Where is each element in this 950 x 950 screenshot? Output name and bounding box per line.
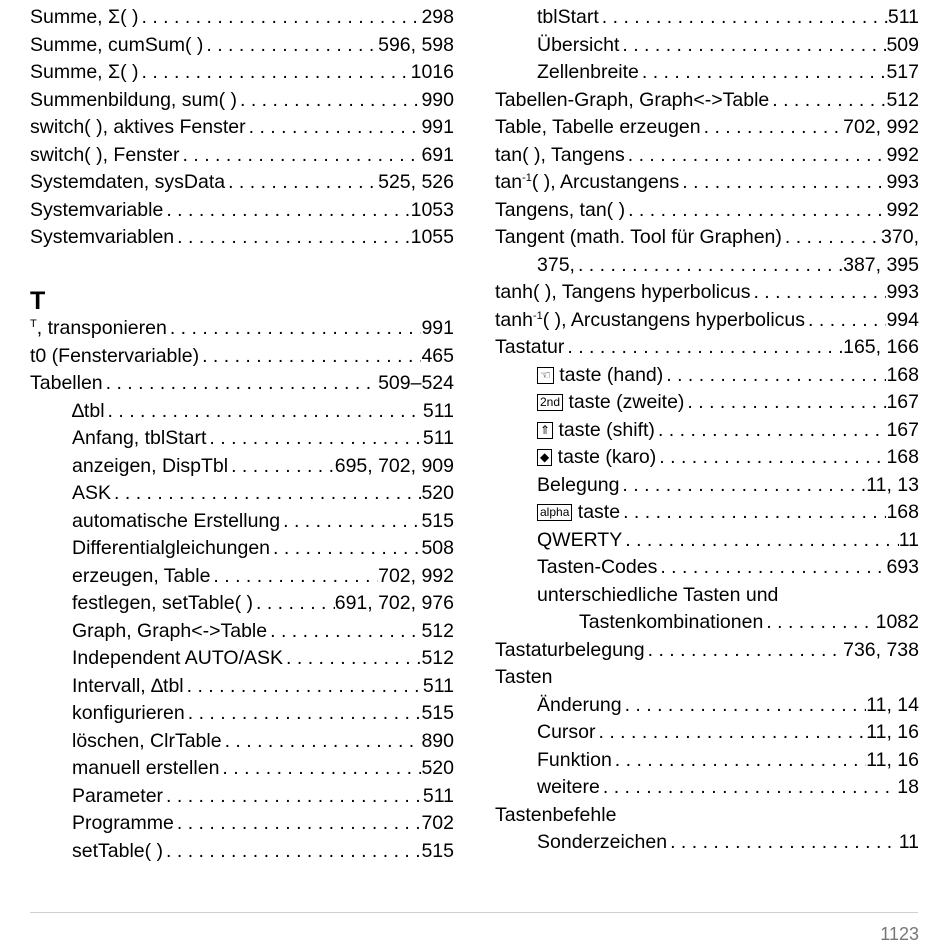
entry-term: QWERTY <box>537 528 623 551</box>
leader-dots <box>620 499 886 527</box>
leader-dots <box>185 700 422 728</box>
index-entry <box>495 747 919 775</box>
index-entry <box>495 197 919 225</box>
leader-dots <box>663 362 886 390</box>
leader-dots <box>111 480 421 508</box>
leader-dots <box>283 645 421 673</box>
index-entry <box>30 114 454 142</box>
index-entry <box>495 692 919 720</box>
entry-page-ref: 511 <box>422 427 454 449</box>
entry-term: ☜ taste (hand) <box>537 362 663 390</box>
index-entry <box>30 700 454 728</box>
index-entry <box>495 307 919 335</box>
leader-dots <box>267 618 421 646</box>
leader-dots <box>763 609 875 637</box>
index-entry <box>30 563 454 591</box>
index-entry <box>495 114 919 142</box>
leader-dots <box>625 142 887 170</box>
entry-term: ⇑ taste (shift) <box>537 417 655 445</box>
index-entry <box>30 755 454 783</box>
entry-page-ref: 511 <box>887 6 919 28</box>
key-glyph-icon: 2nd <box>537 394 563 411</box>
leader-dots <box>625 197 886 225</box>
entry-page-ref: 512 <box>886 88 919 111</box>
leader-dots <box>564 334 843 362</box>
entry-page-ref: 890 <box>421 729 454 752</box>
leader-dots <box>210 563 378 591</box>
index-entry <box>495 169 919 197</box>
entry-page-ref: 167 <box>886 418 919 441</box>
page-number: 1123 <box>880 924 919 944</box>
index-entry <box>495 334 919 362</box>
entry-page-ref: 511 <box>422 784 454 807</box>
entry-page-ref: 168 <box>886 501 919 523</box>
index-entry <box>495 362 919 390</box>
index-entry <box>30 590 454 618</box>
entry-term: ◆ taste (karo) <box>537 444 656 472</box>
leader-dots <box>612 747 866 775</box>
entry-page-ref: 992 <box>886 143 919 166</box>
index-entry <box>495 252 919 280</box>
index-entry <box>495 582 919 610</box>
entry-page-ref: 736, 738 <box>843 638 919 661</box>
leader-dots <box>596 719 867 747</box>
entry-term: Sonderzeichen <box>537 831 668 853</box>
leader-dots <box>701 114 843 142</box>
entry-page-ref: 11, 16 <box>866 748 919 771</box>
leader-dots <box>163 197 410 225</box>
entry-term: Tasten-Codes <box>537 556 658 578</box>
index-entry <box>30 32 454 60</box>
leader-dots <box>219 755 421 783</box>
leader-dots <box>184 673 423 701</box>
section-gap <box>30 252 454 280</box>
entry-page-ref: 525, 526 <box>378 171 454 193</box>
key-glyph-icon: alpha <box>537 504 572 521</box>
leader-dots <box>103 370 378 398</box>
leader-dots <box>619 32 886 60</box>
entry-page-ref: 702, 992 <box>378 564 454 587</box>
leader-dots <box>655 417 887 445</box>
index-entry <box>30 425 454 453</box>
entry-page-ref: 990 <box>421 88 454 111</box>
key-glyph-icon: ◆ <box>537 449 552 466</box>
entry-term: switch( ), Fenster <box>30 143 180 166</box>
key-glyph-icon: ⇑ <box>537 422 553 439</box>
index-entry <box>495 637 919 665</box>
entry-page-ref: 512 <box>421 619 454 642</box>
entry-page-ref: 509–524 <box>378 372 454 394</box>
entry-term: erzeugen, Table <box>72 564 211 587</box>
leader-dots <box>246 114 422 142</box>
leader-dots <box>203 32 378 60</box>
entry-page-ref: 517 <box>886 61 919 83</box>
entry-term: Summe, Σ( ) <box>30 61 139 83</box>
index-entry <box>30 535 454 563</box>
leader-dots <box>575 252 843 280</box>
index-entry <box>30 398 454 426</box>
entry-term: t0 (Fenstervariable) <box>30 344 200 367</box>
index-entry <box>495 224 919 252</box>
leader-dots <box>622 692 867 720</box>
leader-dots <box>174 224 410 252</box>
entry-term: Cursor <box>537 721 596 743</box>
entry-page-ref: 508 <box>421 537 454 559</box>
entry-term: Zellenbreite <box>537 61 639 83</box>
index-entry <box>30 4 454 32</box>
index-entry <box>495 444 919 472</box>
entry-term: Funktion <box>537 748 612 771</box>
entry-term: ASK <box>72 482 112 504</box>
leader-dots <box>769 87 886 115</box>
index-entry <box>30 508 454 536</box>
index-entry <box>495 664 919 692</box>
leader-dots <box>253 590 335 618</box>
entry-term: Tangent (math. Tool für Graphen) <box>495 226 782 248</box>
index-entry <box>495 719 919 747</box>
entry-term: festlegen, setTable( ) <box>72 592 254 614</box>
entry-page-ref: 993 <box>886 171 919 193</box>
entry-term: Intervall, ∆tbl <box>72 674 184 697</box>
entry-page-ref: 596, 598 <box>378 33 454 56</box>
index-entries-t <box>30 315 454 865</box>
entry-page-ref: 1055 <box>410 226 454 248</box>
entry-page-ref: 370, <box>881 226 919 248</box>
entry-term: 2nd taste (zweite) <box>537 389 684 417</box>
entry-page-ref: 512 <box>421 647 454 669</box>
index-entry <box>495 87 919 115</box>
leader-dots <box>679 169 886 197</box>
entry-term: Tangens, tan( ) <box>495 198 626 221</box>
key-glyph-icon: ☜ <box>537 367 554 384</box>
entry-page-ref: 691, 702, 976 <box>334 592 454 614</box>
leader-dots <box>656 444 886 472</box>
footer-rule <box>30 912 918 913</box>
leader-dots <box>138 59 410 87</box>
entry-page-ref: 515 <box>421 509 454 532</box>
entry-term: Anfang, tblStart <box>72 427 207 449</box>
index-entry <box>495 802 919 830</box>
entry-term: $\tanh^{-1}$( ), Arcustangens hyperbolicus <box>495 308 806 331</box>
leader-dots <box>619 472 866 500</box>
entry-page-ref: 168 <box>886 363 919 386</box>
entry-term: tblStart <box>537 6 599 28</box>
index-entry <box>30 618 454 646</box>
entry-page-ref: 11 <box>898 528 919 551</box>
index-entry <box>30 59 454 87</box>
index-entry <box>495 554 919 582</box>
entry-term: weitere <box>537 776 600 798</box>
leader-dots <box>237 87 421 115</box>
leader-dots <box>105 398 423 426</box>
index-entry <box>495 472 919 500</box>
entry-term: setTable( ) <box>72 839 164 862</box>
index-entry <box>495 142 919 170</box>
leader-dots <box>174 810 422 838</box>
index-entry <box>495 4 919 32</box>
entry-page-ref: 165, 166 <box>843 336 919 358</box>
entry-term: tanh( ), Tangens hyperbolicus <box>495 281 751 303</box>
entry-term: Systemvariable <box>30 198 164 221</box>
entry-term: Differentialgleichungen <box>72 537 271 559</box>
entry-page-ref: 994 <box>886 308 919 331</box>
entry-term: alpha taste <box>537 499 620 527</box>
leader-dots <box>225 169 378 197</box>
entry-term: switch( ), aktives Fenster <box>30 116 246 138</box>
index-entry <box>30 673 454 701</box>
leader-dots <box>667 829 899 857</box>
leader-dots <box>138 4 421 32</box>
entry-page-ref: 11, 14 <box>866 693 919 716</box>
entry-page-ref: 691 <box>421 143 454 166</box>
entry-term: Tastenkombinationen <box>579 611 764 633</box>
leader-dots <box>270 535 421 563</box>
entry-term: anzeigen, DispTbl <box>72 454 229 477</box>
entry-page-ref: 168 <box>886 446 919 468</box>
index-entry <box>30 169 454 197</box>
leader-dots <box>657 554 886 582</box>
index-entry <box>30 343 454 371</box>
entry-page-ref: 993 <box>886 281 919 303</box>
entry-term: $^T$, transponieren <box>30 317 167 339</box>
index-entry <box>30 197 454 225</box>
entry-page-ref: 1082 <box>875 611 919 633</box>
entry-term: ∆tbl <box>72 399 105 422</box>
index-entry <box>495 279 919 307</box>
entry-term: tan( ), Tangens <box>495 143 625 166</box>
entry-page-ref: 992 <box>886 198 919 221</box>
leader-dots <box>805 307 886 335</box>
index-entry <box>30 142 454 170</box>
entry-term: Summenbildung, sum( ) <box>30 88 237 111</box>
index-entry <box>30 370 454 398</box>
entry-term: Tastatur <box>495 336 565 358</box>
entry-term: Übersicht <box>537 33 620 56</box>
leader-dots <box>163 783 423 811</box>
entry-page-ref: 520 <box>421 757 454 779</box>
leader-dots <box>684 389 886 417</box>
entry-page-ref: 1016 <box>410 61 454 83</box>
index-entry <box>30 645 454 673</box>
leader-dots <box>599 4 888 32</box>
entry-term: Tabellen-Graph, Graph<->Table <box>495 88 770 111</box>
entry-page-ref: 387, 395 <box>843 253 919 276</box>
entry-page-ref: 695, 702, 909 <box>334 454 454 477</box>
entry-term: manuell erstellen <box>72 757 220 779</box>
index-entry <box>30 783 454 811</box>
entry-term: Tastaturbelegung <box>495 638 645 661</box>
entry-page-ref: 11, 16 <box>866 721 919 743</box>
entry-term: Parameter <box>72 784 164 807</box>
entry-page-ref: 702 <box>421 812 454 834</box>
index-entry <box>30 453 454 481</box>
index-entry <box>495 389 919 417</box>
entry-page-ref: 511 <box>422 674 454 697</box>
entry-page-ref: 693 <box>886 556 919 578</box>
index-entry <box>495 499 919 527</box>
leader-dots <box>222 728 422 756</box>
entry-page-ref: 509 <box>886 33 919 56</box>
entry-term: Table, Tabelle erzeugen <box>495 116 701 138</box>
entry-term: Summe, Σ( ) <box>30 6 139 28</box>
entry-term: konfigurieren <box>72 702 185 724</box>
leader-dots <box>600 774 897 802</box>
index-entry <box>495 527 919 555</box>
leader-dots <box>206 425 422 453</box>
entry-term: Independent AUTO/ASK <box>72 647 284 669</box>
entry-term: unterschiedliche Tasten und <box>537 583 779 606</box>
entry-term: Graph, Graph<->Table <box>72 619 268 642</box>
index-entry <box>30 810 454 838</box>
index-entry <box>495 609 919 637</box>
index-entry <box>30 480 454 508</box>
entry-term: Änderung <box>537 693 622 716</box>
entry-page-ref: 520 <box>421 482 454 504</box>
index-column-right <box>495 4 919 857</box>
index-entry <box>495 59 919 87</box>
leader-dots <box>622 527 899 555</box>
index-entry <box>495 774 919 802</box>
index-entry <box>30 224 454 252</box>
leader-dots <box>280 508 421 536</box>
index-entry <box>495 829 919 857</box>
entry-term: Programme <box>72 812 174 834</box>
index-entry <box>495 32 919 60</box>
entry-term: löschen, ClrTable <box>72 729 222 752</box>
index-entry <box>30 728 454 756</box>
entry-term: Tasten <box>495 666 553 688</box>
entry-page-ref: 991 <box>421 317 454 339</box>
entry-page-ref: 515 <box>421 702 454 724</box>
leader-dots <box>228 453 335 481</box>
entry-page-ref: 702, 992 <box>843 116 919 138</box>
index-entry <box>30 315 454 343</box>
entry-term: Systemvariablen <box>30 226 175 248</box>
leader-dots <box>167 315 422 343</box>
leader-dots <box>639 59 887 87</box>
leader-dots <box>750 279 886 307</box>
entry-term: Systemdaten, sysData <box>30 171 226 193</box>
entry-page-ref: 298 <box>421 6 454 28</box>
entry-page-ref: 515 <box>421 839 454 862</box>
index-entry <box>495 417 919 445</box>
entry-term: Belegung <box>537 473 620 496</box>
entry-page-ref: 11 <box>898 831 919 853</box>
section-letter: T <box>30 287 46 315</box>
index-entries-s <box>30 4 454 252</box>
leader-dots <box>645 637 843 665</box>
leader-dots <box>782 224 881 252</box>
entry-term: $\tan^{-1}$( ), Arcustangens <box>495 171 680 193</box>
leader-dots <box>199 343 421 371</box>
entry-page-ref: 18 <box>897 776 919 798</box>
entry-page-ref: 1053 <box>410 198 454 221</box>
index-entry <box>30 838 454 866</box>
leader-dots <box>180 142 422 170</box>
entry-term: 375, <box>537 253 575 276</box>
entry-page-ref: 11, 13 <box>866 473 919 496</box>
index-entry <box>30 87 454 115</box>
index-column-left <box>30 4 454 865</box>
entry-page-ref: 167 <box>886 391 919 413</box>
entry-term: Summe, cumSum( ) <box>30 33 204 56</box>
entry-page-ref: 991 <box>421 116 454 138</box>
entry-term: Tabellen <box>30 372 103 394</box>
entry-page-ref: 465 <box>421 344 454 367</box>
entry-term: automatische Erstellung <box>72 509 281 532</box>
entry-term: Tastenbefehle <box>495 803 617 826</box>
leader-dots <box>163 838 421 866</box>
entry-page-ref: 511 <box>422 399 454 422</box>
